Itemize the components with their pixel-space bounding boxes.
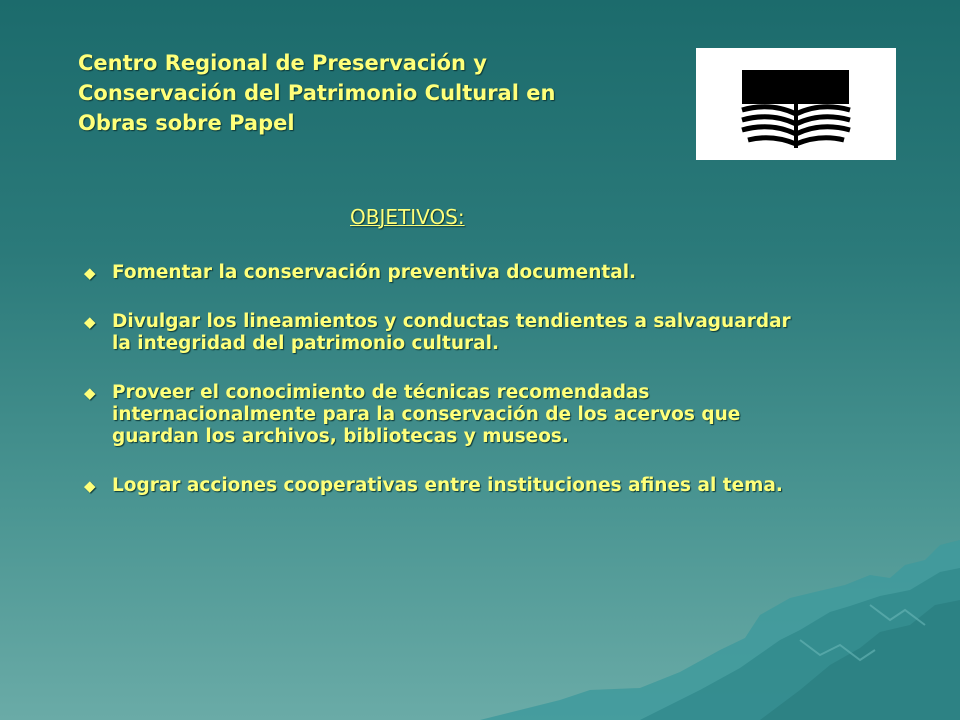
objective-text: Proveer el conocimiento de técnicas recomendadas internacionalmente para la conservación de los acervos que guardan los archivos, bibliotecas y museos.	[112, 382, 741, 447]
section-heading: OBJETIVOS:	[350, 205, 465, 229]
title-line: Conservación del Patrimonio Cultural en	[78, 81, 556, 105]
diamond-bullet-icon: ◆	[84, 313, 96, 331]
diamond-bullet-icon: ◆	[84, 477, 96, 495]
list-item	[84, 475, 804, 497]
diamond-bullet-icon: ◆	[84, 264, 96, 282]
logo	[696, 48, 896, 160]
title-line: Obras sobre Papel	[78, 111, 295, 135]
title-line: Centro Regional de Preservación y	[78, 51, 487, 75]
page-title	[78, 48, 638, 138]
objective-text: Divulgar los lineamientos y conductas tendientes a salvaguardar la integridad del patrimonio cultural.	[112, 311, 791, 354]
list-item	[84, 311, 804, 355]
open-book-icon	[696, 48, 896, 160]
diamond-bullet-icon: ◆	[84, 384, 96, 402]
list-item	[84, 262, 804, 284]
list-item	[84, 382, 804, 448]
objective-text: Lograr acciones cooperativas entre instituciones afines al tema.	[112, 475, 783, 496]
objectives-list	[84, 262, 804, 524]
objective-text: Fomentar la conservación preventiva documental.	[112, 262, 637, 283]
